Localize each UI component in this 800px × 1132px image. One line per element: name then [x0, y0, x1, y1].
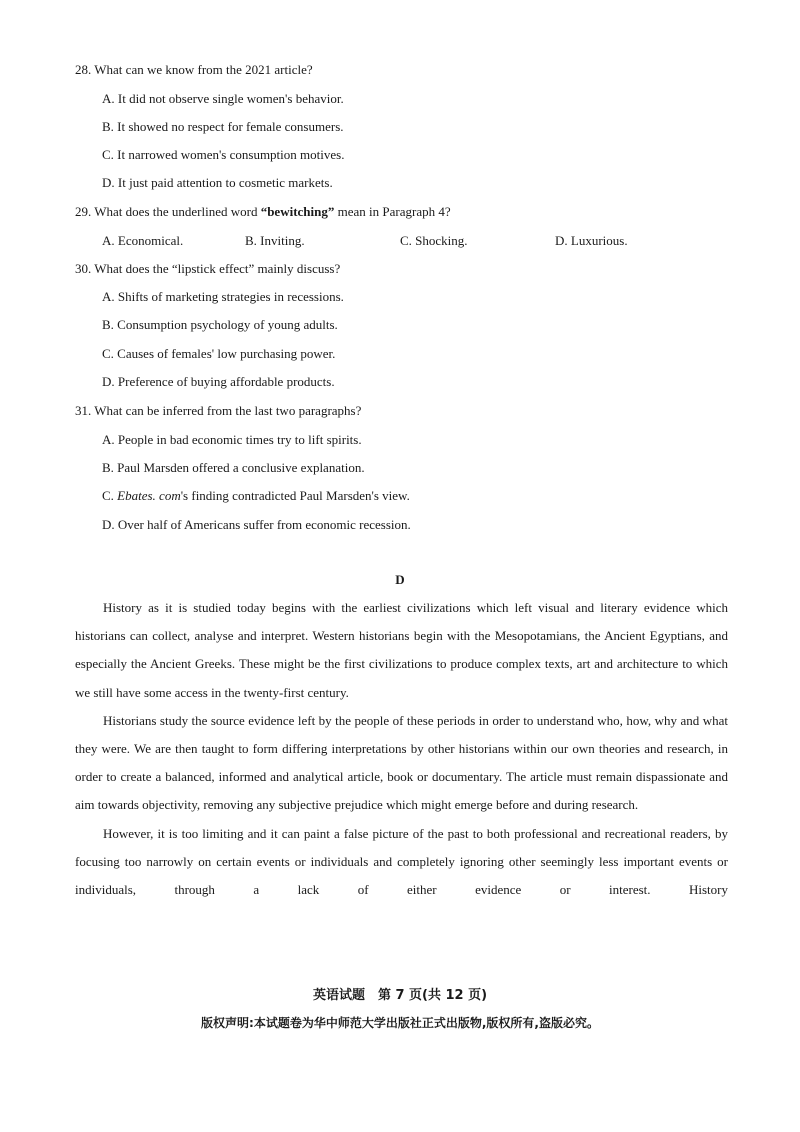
- question-stem-before: What does the underlined word: [94, 204, 261, 219]
- option-30-c: [102, 346, 335, 362]
- option-text: Luxurious.: [570, 233, 628, 248]
- section-title: D: [395, 572, 405, 587]
- question-stem: What does the “lipstick effect” mainly discuss?: [94, 261, 341, 276]
- question-29: [75, 204, 451, 220]
- option-28-b: [102, 119, 344, 135]
- question-30: [75, 261, 340, 277]
- option-30-d: [102, 374, 335, 390]
- option-letter: A.: [102, 233, 115, 248]
- question-number: 31.: [75, 403, 92, 418]
- option-letter: D.: [555, 233, 568, 248]
- question-31: [75, 403, 361, 419]
- underlined-word: “bewitching”: [260, 204, 335, 219]
- passage-paragraph-2: Historians study the source evidence left by the people of these periods in order to understand who, how, why and what they were. We are then taught to form differing interpretations by other historians within our own theories and research, in order to create a balanced, informed and analytical article, book or documentary. The article must remain dispassionate and aim towards objectivity, removing any subjective prejudice which might emerge before and during research.: [75, 712, 728, 813]
- option-letter: D.: [102, 517, 115, 532]
- option-29-c: [400, 233, 468, 249]
- option-letter: B.: [102, 119, 114, 134]
- option-28-d: [102, 175, 333, 191]
- option-text: Paul Marsden offered a conclusive explanation.: [117, 460, 365, 475]
- option-text: Shifts of marketing strategies in recessions.: [117, 289, 344, 304]
- option-text-italic: Ebates. com: [117, 488, 181, 503]
- passage-paragraph-1: History as it is studied today begins with the earliest civilizations which left visual and literary evidence which historians can collect, analyse and interpret. Western historians begin with the Mesopotamians, the Ancient Egyptians, and especially the Ancient Greeks. These might be the first civilizations to produce complex texts, art and architecture to which we still have some access in the twenty-first century.: [75, 600, 728, 700]
- reading-passage: [75, 594, 728, 904]
- option-text: Causes of females' low purchasing power.: [117, 346, 336, 361]
- option-29-b: [245, 233, 305, 249]
- option-letter: D.: [102, 374, 115, 389]
- option-letter: A.: [102, 289, 115, 304]
- option-letter: C.: [102, 488, 114, 503]
- question-stem: What can we know from the 2021 article?: [94, 62, 313, 77]
- option-31-c: [102, 488, 410, 504]
- question-number: 29.: [75, 204, 92, 219]
- option-letter: B.: [245, 233, 257, 248]
- option-29-d: [555, 233, 628, 249]
- option-text: It did not observe single women's behavior.: [117, 91, 344, 106]
- option-letter: C.: [102, 346, 114, 361]
- option-letter: D.: [102, 175, 115, 190]
- passage-paragraph-3: However, it is too limiting and it can paint a false picture of the past to both professional and recreational readers, by focusing too narrowly on certain events or individuals and completely ignoring other seemingly less important events or individuals, through a lack of either evidence or interest. History: [75, 825, 728, 898]
- option-letter: C.: [102, 147, 114, 162]
- option-29-a: [102, 233, 183, 249]
- option-text: Consumption psychology of young adults.: [117, 317, 338, 332]
- option-letter: A.: [102, 432, 115, 447]
- copyright-notice: 版权声明:本试题卷为华中师范大学出版社正式出版物,版权所有,盗版必究。: [201, 1016, 599, 1030]
- option-text: It showed no respect for female consumers.: [117, 119, 344, 134]
- option-text: Over half of Americans suffer from economic recession.: [117, 517, 411, 532]
- option-text: 's finding contradicted Paul Marsden's view.: [180, 488, 410, 503]
- option-text: Preference of buying affordable products.: [117, 374, 335, 389]
- option-28-c: [102, 147, 344, 163]
- option-text: It just paid attention to cosmetic markets.: [117, 175, 333, 190]
- option-30-a: [102, 289, 344, 305]
- question-28: [75, 62, 313, 78]
- option-30-b: [102, 317, 338, 333]
- option-letter: A.: [102, 91, 115, 106]
- option-text: It narrowed women's consumption motives.: [117, 147, 345, 162]
- option-text: Inviting.: [260, 233, 305, 248]
- option-28-a: [102, 91, 344, 107]
- question-number: 28.: [75, 62, 92, 77]
- option-text: People in bad economic times try to lift spirits.: [117, 432, 362, 447]
- option-text: Economical.: [117, 233, 184, 248]
- question-stem: What can be inferred from the last two paragraphs?: [94, 403, 362, 418]
- option-letter: B.: [102, 460, 114, 475]
- option-31-b: [102, 460, 365, 476]
- option-text: Shocking.: [415, 233, 468, 248]
- question-number: 30.: [75, 261, 92, 276]
- option-letter: B.: [102, 317, 114, 332]
- page-footer: 英语试题 第 7 页(共 12 页): [312, 988, 488, 1003]
- option-31-a: [102, 432, 362, 448]
- option-31-d: [102, 517, 411, 533]
- option-letter: C.: [400, 233, 412, 248]
- question-stem-after: mean in Paragraph 4?: [334, 204, 451, 219]
